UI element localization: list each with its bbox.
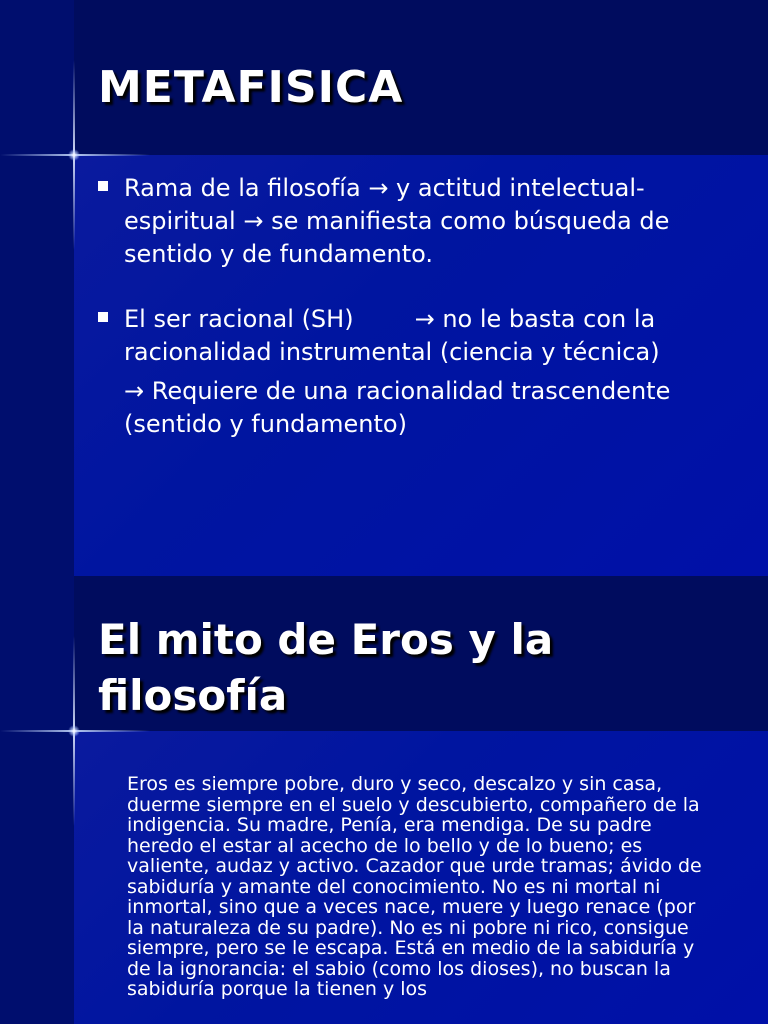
bullet-item xyxy=(98,172,728,271)
square-bullet-icon xyxy=(98,181,108,191)
bullet-list xyxy=(98,172,728,473)
slide-background-left xyxy=(0,0,74,576)
bullet-subtext: → Requiere de una racionalidad trascendente (sentido y fundamento) xyxy=(124,377,671,438)
slide-title: METAFISICA xyxy=(98,62,404,113)
body-paragraph: Eros es siempre pobre, duro y seco, descalzo y sin casa, duerme siempre en el suelo y descubierto, compañero de la indigencia. Su madre, Penía, era mendiga. De su padre heredo el estar al acecho de lo bello y de lo bueno; es valiente, audaz y activo. Cazador que urde tramas; ávido de sabiduría y amante del conocimiento. No es ni mortal ni inmortal, sino que a veces nace, muere y luego renace (por la naturaleza de su padre). No es ni pobre ni rico, consigue siempre, pero se le escapa. Está en medio de la sabiduría y de la ignorancia: el sabio (como los dioses), no buscan la sabiduría porque la tienen y los xyxy=(127,773,702,1000)
slide-mito-eros xyxy=(0,576,768,1024)
light-flare-center xyxy=(68,725,80,737)
bullet-text: El ser racional (SH) → no le basta con la racionalidad instrumental (ciencia y técnica) xyxy=(124,305,660,366)
bullet-item xyxy=(98,303,728,441)
slide-background-left xyxy=(0,576,74,1024)
bullet-text: Rama de la filosofía → y actitud intelectual-espiritual → se manifiesta como búsqueda de sentido y de fundamento. xyxy=(124,174,670,268)
square-bullet-icon xyxy=(98,312,108,322)
slide-title: El mito de Eros y la filosofía xyxy=(98,615,554,720)
light-flare-center xyxy=(68,149,80,161)
